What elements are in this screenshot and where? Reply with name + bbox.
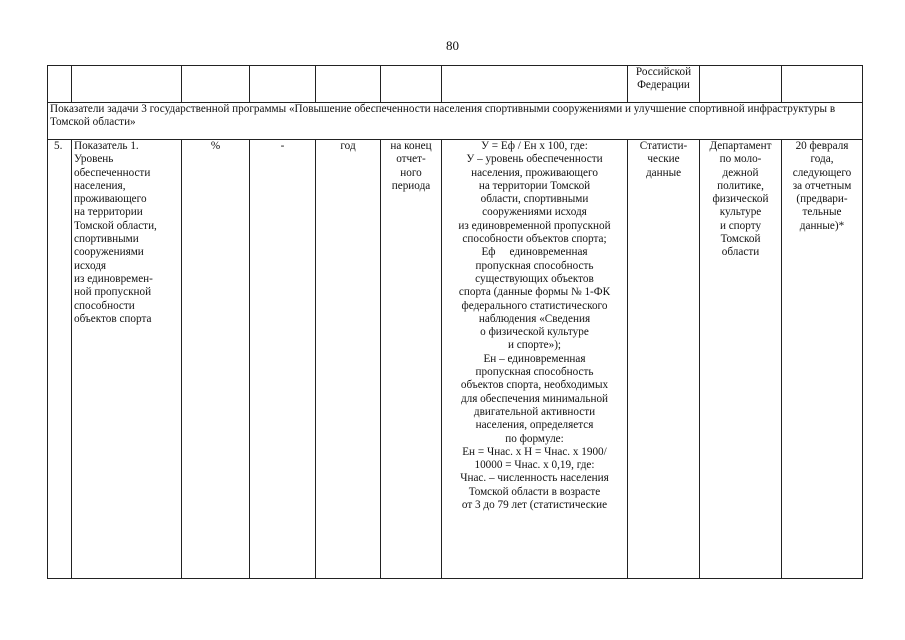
text-line: следующего [792,166,852,179]
text-line: тельные [802,206,842,219]
period-cell: год [316,140,381,579]
cell-empty [316,66,381,103]
table-row [48,140,863,579]
section-title: Показатели задачи 3 государственной программы «Повышение обеспеченности населения спортивными сооружениями и улучшение спортивной инфраструктуры в Томской области» [48,103,863,140]
text-line: сооружениями [74,246,144,259]
cell-empty [381,66,442,103]
text-line: объектов спорта, необходимых [460,379,609,392]
text-line: 20 февраля [795,140,849,152]
text-line: У = Еф / Ен х 100, где: [481,140,588,152]
text-line: ной пропускной [74,286,152,299]
cell-empty [782,66,863,103]
text-line: отчет- [396,153,426,166]
text-line: из единовременной пропускной [458,219,611,232]
cell-empty [250,66,316,103]
text-line: года, [810,153,834,166]
text-line: Томской области, [74,219,157,232]
text-line: способности [74,299,135,312]
unit-cell: % [182,140,250,579]
text-line: области [721,246,760,259]
text-line: для обеспечения минимальной [460,392,609,405]
text-line: политике, [717,179,764,192]
text-line: существующих объектов [475,272,594,285]
text-line: данные [645,166,682,179]
table-row-section [48,103,863,140]
text-line: исходя [74,259,107,272]
text-line: объектов спорта [74,312,152,325]
text-line: Федерации [637,79,690,92]
text-line: проживающего [74,193,147,206]
text-line: обеспеченности [74,166,151,179]
text-line: 10000 = Чнас. х 0,19, где: [474,459,595,472]
source-cell [628,140,700,579]
text-line: по моло- [719,153,762,166]
text-line: Департамент [709,140,772,152]
date-cell [381,140,442,579]
text-line: (предвари- [796,193,848,206]
indicator-name [72,140,182,579]
text-line: и спорту [719,219,762,232]
formula-cell [442,140,628,579]
text-line: Статисти- [639,140,688,152]
text-line: населения, [74,179,126,192]
text-line: У – уровень обеспеченности [466,153,603,166]
row-number: 5. [48,140,72,579]
text-line: Российской [635,66,692,78]
text-line: спорта (данные формы № 1-ФК [458,286,611,299]
text-line: на конец [390,140,432,152]
cell-source-continuation [628,66,700,103]
text-line: Ен – единовременная [483,352,586,365]
deadline-cell [782,140,863,579]
text-line: Ен = Чнас. х Н = Чнас. х 1900/ [462,445,607,458]
cell-empty [72,66,182,103]
text-line: наблюдения «Сведения [478,312,591,325]
dash-cell: - [250,140,316,579]
text-line: пропускная способность [475,366,594,379]
text-line: Еф единовременная [481,246,588,259]
text-line: физической [712,193,769,206]
page-number: 80 [446,38,459,53]
text-line: Уровень [74,153,114,166]
cell-empty [182,66,250,103]
text-line: данные)* [799,219,845,232]
text-line: за отчетным [792,179,852,192]
text-line: области, спортивными [480,193,589,206]
text-line: и спорте»); [507,339,562,352]
cell-empty [442,66,628,103]
text-line: спортивными [74,233,139,246]
text-line: Показатель 1. [74,140,139,152]
table-row-continuation [48,66,863,103]
text-line: пропускная способность [475,259,594,272]
text-line: о физической культуре [480,326,589,339]
text-line: Томской [720,233,761,246]
text-line: ческие [647,153,680,166]
text-line: ного [400,166,422,179]
text-line: населения, проживающего [471,166,598,179]
text-line: от 3 до 79 лет (статистические [461,499,608,512]
indicators-table [47,65,863,579]
text-line: Томской области в возрасте [468,485,601,498]
responsible-cell [700,140,782,579]
text-line: на территории [74,206,143,219]
text-line: Чнас. – численность населения [460,472,609,485]
text-line: населения, определяется [475,419,594,432]
text-line: из единовремен- [74,272,153,285]
text-line: на территории Томской [478,179,591,192]
text-line: сооружениями исходя [482,206,587,219]
text-line: способности объектов спорта; [462,233,607,246]
text-line: периода [391,179,431,192]
text-line: культуре [719,206,762,219]
cell-empty [700,66,782,103]
text-line: двигательной активности [473,405,596,418]
text-line: по формуле: [505,432,564,445]
text-line: дежной [722,166,759,179]
text-line: федерального статистического [461,299,608,312]
cell-empty [48,66,72,103]
